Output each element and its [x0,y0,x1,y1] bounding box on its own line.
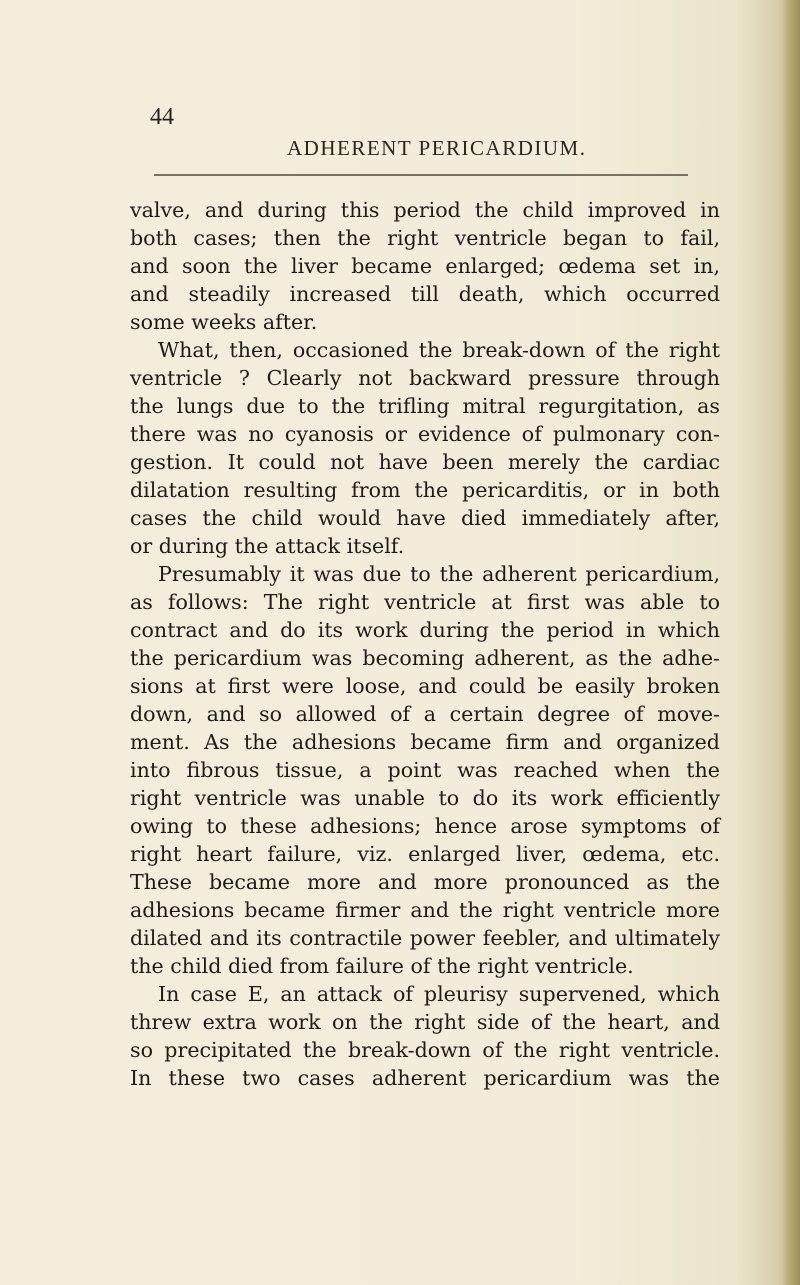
text-line: These became more and more pronounced as the [130,870,720,894]
text-line: as follows: The right ventricle at first was able to [130,590,720,614]
text-line: In these two cases adherent pericardium was the [130,1066,720,1090]
running-title: ADHERENT PERICARDIUM. [287,136,587,160]
paragraph [130,560,720,980]
running-header [0,104,800,164]
page-number: 44 [150,104,174,130]
text-line: contract and do its work during the period in which [130,618,720,642]
text-line: owing to these adhesions; hence arose symptoms of [130,814,720,838]
text-line: gestion. It could not have been merely the cardiac [130,450,720,474]
text-line: some weeks after. [130,310,318,334]
text-line: valve, and during this period the child improved in [130,198,720,222]
page-edge-shadow [782,0,800,1285]
text-line: Presumably it was due to the adherent pericardium, [158,562,720,586]
text-line: or during the attack itself. [130,534,405,558]
text-line: right heart failure, viz. enlarged liver, œdema, etc. [130,842,720,866]
paragraph [130,336,720,560]
text-line: What, then, occasioned the break-down of the right [158,338,720,362]
body-text [130,196,720,1092]
text-line: adhesions became firmer and the right ventricle more [130,898,720,922]
text-line: the child died from failure of the right ventricle. [130,954,634,978]
text-line: cases the child would have died immediately after, [130,506,720,530]
text-line: threw extra work on the right side of the heart, and [130,1010,720,1034]
text-line: into fibrous tissue, a point was reached when the [130,758,720,782]
text-line: In case E, an attack of pleurisy supervened, which [158,982,720,1006]
paragraph [130,196,720,336]
text-line: the pericardium was becoming adherent, as the adhe- [130,646,720,670]
text-line: there was no cyanosis or evidence of pulmonary con- [130,422,720,446]
text-line: ment. As the adhesions became firm and organized [130,730,720,754]
text-line: and soon the liver became enlarged; œdema set in, [130,254,720,278]
text-line: down, and so allowed of a certain degree of move- [130,702,720,726]
text-line: ventricle ? Clearly not backward pressure through [130,366,720,390]
text-line: dilatation resulting from the pericarditis, or in both [130,478,720,502]
text-line: so precipitated the break-down of the right ventricle. [130,1038,720,1062]
paragraph [130,980,720,1092]
text-line: and steadily increased till death, which occurred [130,282,720,306]
text-line: right ventricle was unable to do its work efficiently [130,786,720,810]
text-line: both cases; then the right ventricle began to fail, [130,226,720,250]
header-rule [154,174,688,176]
text-line: the lungs due to the trifling mitral regurgitation, as [130,394,720,418]
text-line: sions at first were loose, and could be easily broken [130,674,720,698]
text-line: dilated and its contractile power feebler, and ultimately [130,926,720,950]
